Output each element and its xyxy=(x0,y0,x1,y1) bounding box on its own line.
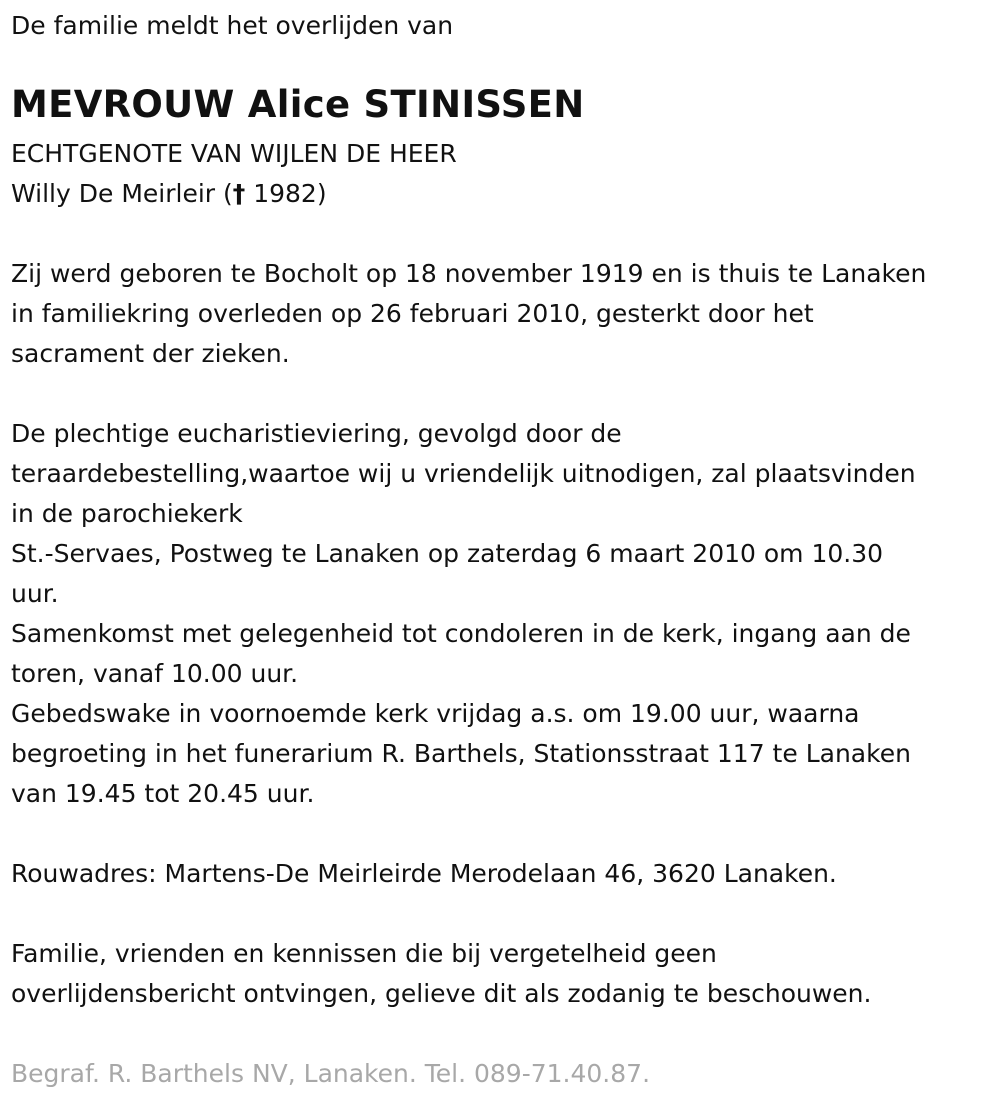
cross-icon: † xyxy=(232,179,246,208)
notice-paragraph xyxy=(11,934,871,1014)
paragraph-line: uur. xyxy=(11,579,59,608)
paragraph-line: toren, vanaf 10.00 uur. xyxy=(11,659,299,688)
funeral-paragraph xyxy=(11,414,916,814)
paragraph-line: Gebedswake in voornoemde kerk vrijdag a.s. om 19.00 uur, waarna xyxy=(11,699,860,728)
paragraph-line: Samenkomst met gelegenheid tot condoleren in de kerk, ingang aan de xyxy=(11,619,911,648)
intro-text: De familie meldt het overlijden van xyxy=(11,11,454,40)
paragraph-line: in de parochiekerk xyxy=(11,499,243,528)
paragraph-line: De plechtige eucharistieviering, gevolgd door de xyxy=(11,419,622,448)
mourning-address: Rouwadres: Martens-De Meirleirde Merodelaan 46, 3620 Lanaken. xyxy=(11,859,837,888)
spouse-death-year: 1982) xyxy=(245,179,327,208)
paragraph-line: sacrament der zieken. xyxy=(11,339,290,368)
paragraph-line: van 19.45 tot 20.45 uur. xyxy=(11,779,315,808)
spouse-title: ECHTGENOTE VAN WIJLEN DE HEER xyxy=(11,139,457,168)
birth-paragraph xyxy=(11,254,926,374)
paragraph-line: Zij werd geboren te Bocholt op 18 november 1919 en is thuis te Lanaken xyxy=(11,259,927,288)
deceased-name: MEVROUW Alice STINISSEN xyxy=(11,83,585,126)
paragraph-line: St.-Servaes, Postweg te Lanaken op zaterdag 6 maart 2010 om 10.30 xyxy=(11,539,884,568)
paragraph-line: Familie, vrienden en kennissen die bij vergetelheid geen xyxy=(11,939,717,968)
spouse-name xyxy=(11,174,327,214)
funeral-home-footer: Begraf. R. Barthels NV, Lanaken. Tel. 089-71.40.87. xyxy=(11,1059,651,1088)
paragraph-line: begroeting in het funerarium R. Barthels, Stationsstraat 117 te Lanaken xyxy=(11,739,911,768)
paragraph-line: overlijdensbericht ontvingen, gelieve dit als zodanig te beschouwen. xyxy=(11,979,872,1008)
spouse-name-prefix: Willy De Meirleir ( xyxy=(11,179,233,208)
paragraph-line: in familiekring overleden op 26 februari 2010, gesterkt door het xyxy=(11,299,814,328)
paragraph-line: teraardebestelling,waartoe wij u vriendelijk uitnodigen, zal plaatsvinden xyxy=(11,459,916,488)
